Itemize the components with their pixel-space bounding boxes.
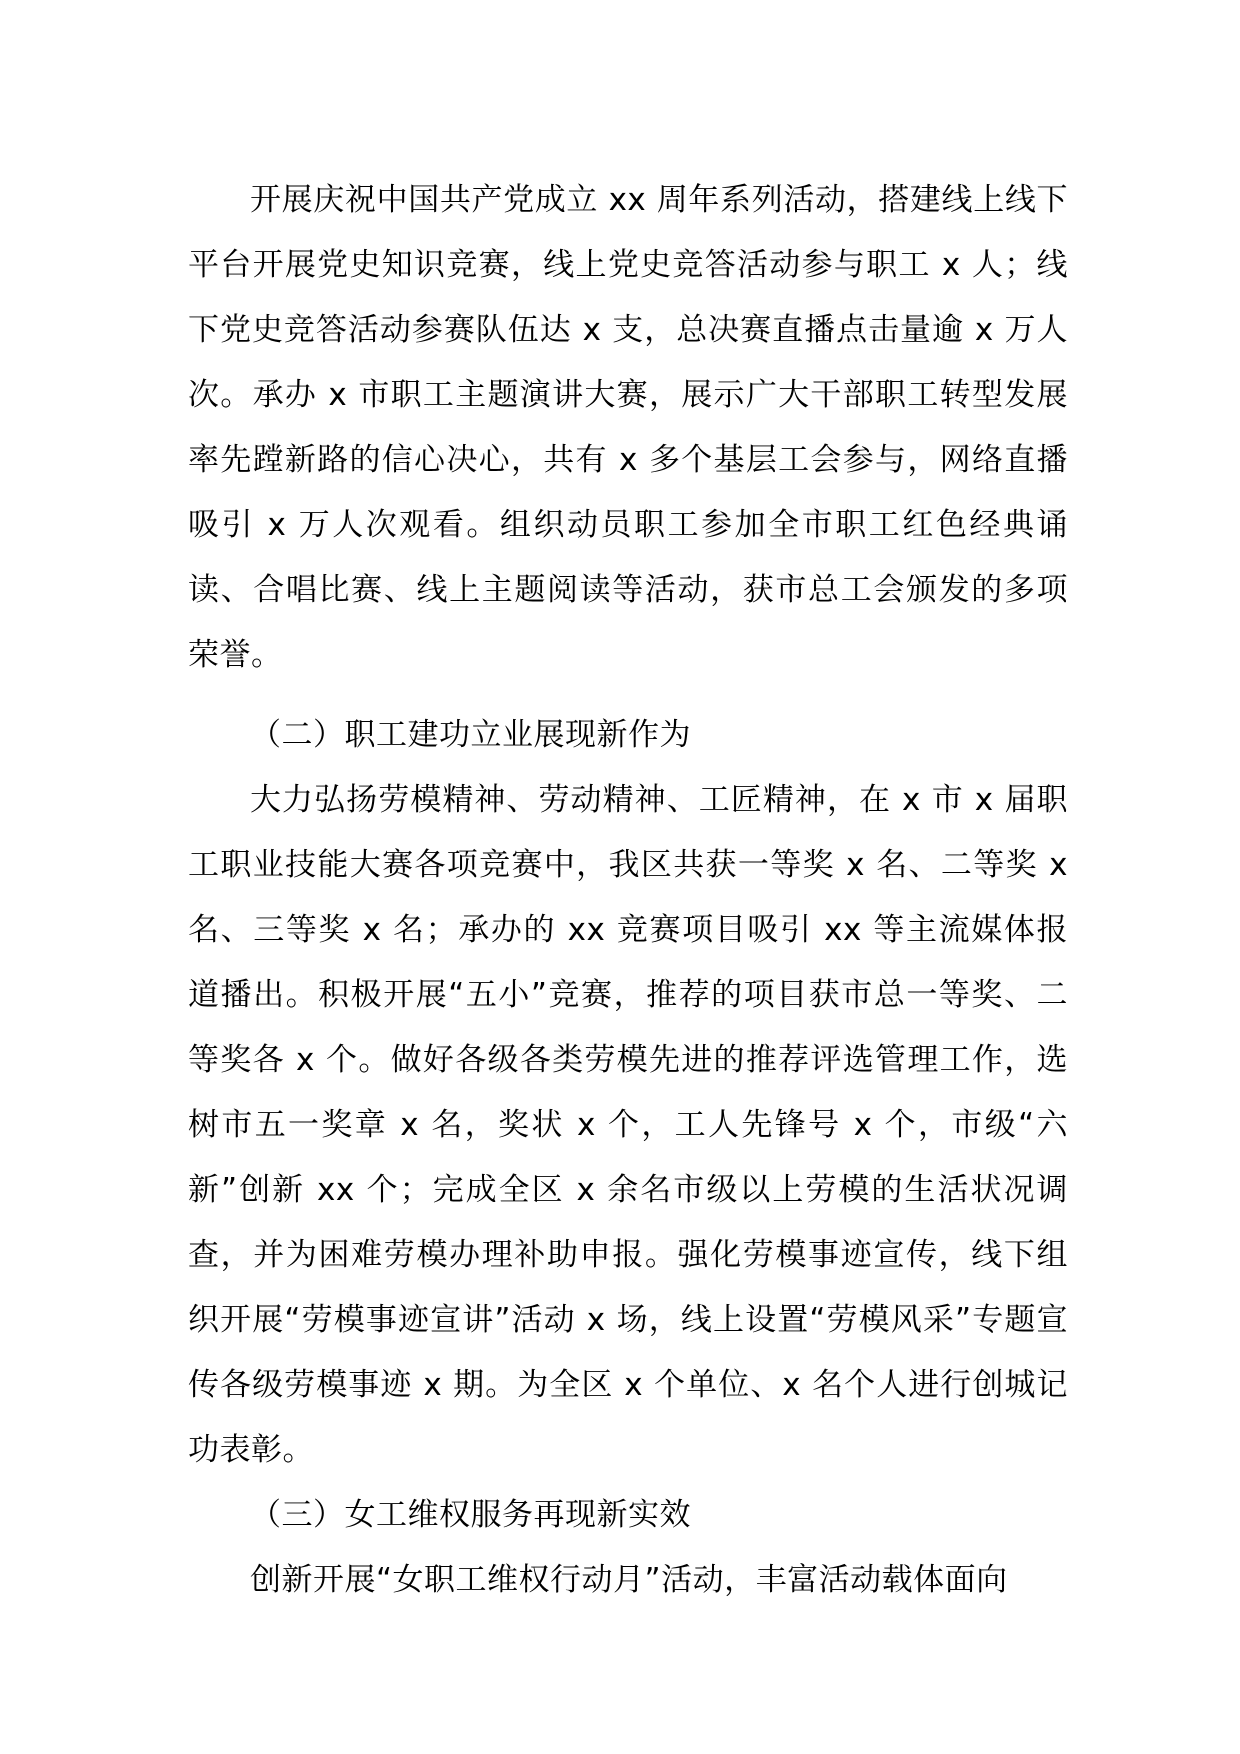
section-heading-2: （二）职工建功立业展现新作为	[250, 717, 691, 753]
paragraph-workers-achievements: 大力弘扬劳模精神、劳动精神、工匠精神，在 x 市 x 届职工职业技能大赛各项竞赛中，我区共获一等奖 x 名、二等奖 x 名、三等奖 x 名；承办的 xx 竞赛项目吸引 xx 等主流媒体报道播出。积极开展“五小”竞赛，推荐的项目获市总一等奖、二等奖各 x 个。做好各级各类劳模先进的推荐评选管理工作，选树市五一奖章 x 名，奖状 x 个，工人先锋号 x 个，市级“六新”创新 xx 个；完成全区 x 余名市级以上劳模的生活状况调查，并为困难劳模办理补助申报。强化劳模事迹宣传，线下组织开展“劳模事迹宣讲”活动 x 场，线上设置“劳模风采”专题宣传各级劳模事迹 x 期。为全区 x 个单位、x 名个人进行创城记功表彰。	[188, 782, 1068, 1468]
paragraph-celebration-activities: 开展庆祝中国共产党成立 xx 周年系列活动，搭建线上线下平台开展党史知识竞赛，线上党史竞答活动参与职工 x 人；线下党史竞答活动参赛队伍达 x 支，总决赛直播点击量逾 x 万人次。承办 x 市职工主题演讲大赛，展示广大干部职工转型发展率先蹚新路的信心决心，共有 x 多个基层工会参与，网络直播吸引 x 万人次观看。组织动员职工参加全市职工红色经典诵读、合唱比赛、线上主题阅读等活动，获市总工会颁发的多项荣誉。	[188, 182, 1068, 673]
document-body	[188, 168, 1068, 1613]
paragraph-female-workers-rights: 创新开展“女职工维权行动月”活动，丰富活动载体面向	[250, 1562, 1008, 1598]
section-heading-3: （三）女工维权服务再现新实效	[250, 1497, 691, 1533]
